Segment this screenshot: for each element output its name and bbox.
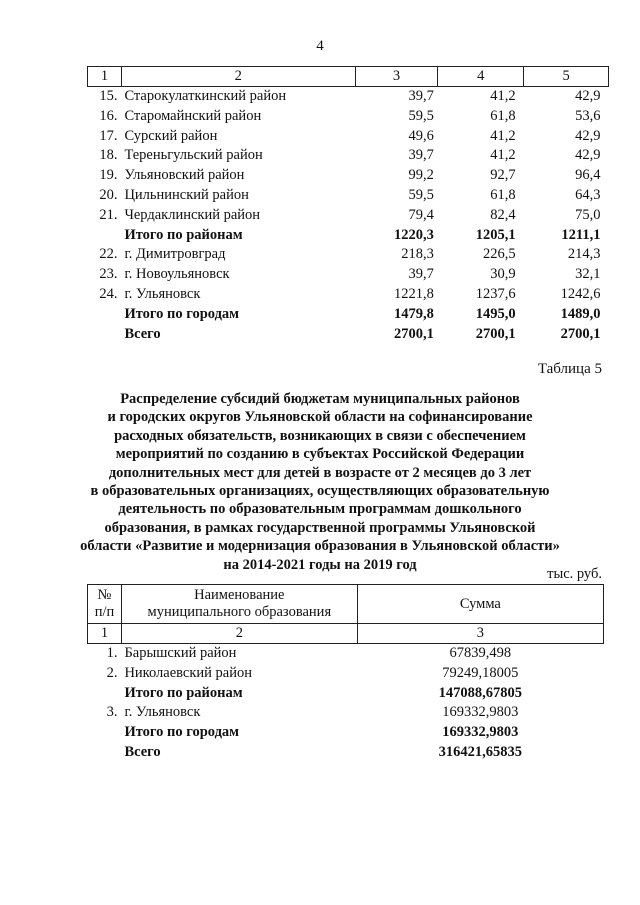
row-number (88, 723, 122, 743)
table-total-row (88, 305, 609, 325)
value-col5: 32,1 (575, 266, 601, 283)
column-number: 5 (524, 67, 609, 87)
header-name-line: муниципального образования (147, 604, 332, 620)
title-line: области «Развитие и модернизация образования в Ульяновской области» (80, 538, 560, 555)
row-name: Старокулаткинский район (124, 88, 287, 104)
value-col3: 2700,1 (394, 325, 434, 342)
value-col5: 75,0 (575, 206, 601, 223)
value-col4: 1495,0 (475, 305, 516, 322)
value-col5: 53,6 (575, 107, 601, 124)
value-col3: 1221,8 (394, 285, 434, 302)
header-number-line: п/п (94, 604, 115, 620)
value-col3: 59,5 (408, 107, 434, 124)
value-col4: 41,2 (490, 127, 516, 144)
row-number (88, 325, 122, 345)
row-name: Итого по районам (124, 226, 243, 243)
table-total-row (88, 325, 609, 345)
table-5 (87, 584, 604, 763)
value-col3: 79,4 (408, 206, 434, 223)
value-col5: 64,3 (575, 186, 601, 203)
title-line: образования, в рамках государственной программы Ульяновской (104, 519, 536, 536)
row-number: 20. (99, 186, 118, 203)
table-header-row (88, 585, 604, 624)
value-col4: 82,4 (490, 206, 516, 223)
value-col3: 218,3 (401, 246, 434, 263)
row-name: Сурский район (124, 127, 218, 144)
table-5-label: Таблица 5 (537, 361, 602, 377)
value-col4: 2700,1 (475, 325, 516, 342)
row-name: Итого по городам (124, 305, 240, 322)
row-name: г. Ульяновск (124, 285, 201, 302)
row-name: Всего (124, 325, 161, 342)
value-col3: 1479,8 (394, 305, 434, 322)
units-label: тыс. руб. (547, 566, 602, 582)
row-number (88, 743, 122, 763)
row-name: Ульяновский район (124, 167, 245, 184)
value-col5: 42,9 (575, 88, 601, 104)
value-col4: 1205,1 (475, 226, 516, 243)
column-number: 2 (121, 67, 355, 87)
value-col4: 1237,6 (475, 285, 516, 302)
value-col5: 214,3 (567, 246, 601, 263)
value-col4: 41,2 (490, 147, 516, 164)
table-row (88, 285, 609, 305)
table-total-row (88, 226, 609, 246)
row-number: 15. (99, 88, 118, 104)
sum-value: 67839,498 (449, 645, 512, 661)
table-row (88, 146, 609, 166)
value-col5: 1211,1 (561, 226, 601, 243)
table-subheader-row (88, 624, 604, 644)
table-row (88, 644, 604, 664)
value-col3: 59,5 (408, 186, 434, 203)
header-number-line: № (97, 587, 112, 603)
sum-value: 169332,9803 (442, 704, 519, 721)
row-number: 24. (99, 285, 118, 302)
row-name: Всего (124, 743, 161, 760)
table-row (88, 127, 609, 147)
column-number: 1 (88, 624, 122, 644)
value-col5: 42,9 (575, 127, 601, 144)
table-total-row (88, 723, 604, 743)
row-number: 2. (106, 664, 118, 681)
header-name-cell (121, 585, 357, 624)
value-col3: 1220,3 (394, 226, 434, 243)
row-name: Итого по городам (124, 724, 240, 741)
table-total-row (88, 743, 604, 763)
table-header-row (88, 67, 609, 87)
value-col4: 226,5 (483, 246, 516, 263)
title-line: на 2014-2021 годы на 2019 год (223, 556, 417, 573)
row-number: 23. (99, 266, 118, 283)
sum-value: 147088,67805 (438, 684, 523, 701)
value-col5: 2700,1 (560, 325, 601, 342)
table-row (88, 87, 609, 107)
row-number: 1. (106, 645, 118, 661)
table-row (88, 664, 604, 684)
row-number: 19. (99, 167, 118, 184)
row-name: Старомайнский район (124, 107, 262, 124)
row-name: Цильнинский район (124, 186, 249, 203)
row-number: 17. (99, 127, 118, 144)
table-total-row (88, 684, 604, 704)
value-col3: 49,6 (408, 127, 434, 144)
table-row (88, 166, 609, 186)
row-number: 22. (99, 246, 118, 263)
value-col3: 39,7 (408, 147, 434, 164)
value-col4: 92,7 (490, 167, 516, 184)
table-row (88, 107, 609, 127)
sum-value: 79249,18005 (442, 664, 519, 681)
column-number: 2 (121, 624, 357, 644)
column-number: 3 (355, 67, 438, 87)
value-col3: 99,2 (408, 167, 434, 184)
sum-value: 169332,9803 (442, 724, 519, 741)
row-name: Николаевский район (124, 664, 252, 681)
table-row (88, 265, 609, 285)
title-line: деятельность по образовательным программам дошкольного (118, 501, 522, 518)
title-line: Распределение субсидий бюджетам муниципальных районов (120, 391, 520, 407)
value-col5: 1489,0 (560, 305, 601, 322)
title-line: дополнительных мест для детей в возрасте от 2 месяцев до 3 лет (108, 464, 532, 481)
row-number: 21. (99, 206, 118, 223)
row-name: г. Новоульяновск (124, 266, 230, 283)
row-name: Тереньгульский район (124, 147, 263, 164)
column-number: 4 (438, 67, 524, 87)
row-number: 16. (99, 107, 118, 124)
value-col4: 61,8 (490, 107, 516, 124)
column-number: 1 (88, 67, 122, 87)
table-5-title (0, 390, 640, 574)
header-number-cell (88, 585, 122, 624)
row-number (88, 684, 122, 704)
row-number: 3. (106, 704, 118, 721)
table-4-continuation (87, 66, 609, 344)
row-number (88, 226, 122, 246)
header-sum-cell: Сумма (357, 585, 603, 624)
value-col4: 30,9 (490, 266, 516, 283)
column-number: 3 (357, 624, 603, 644)
value-col4: 61,8 (490, 186, 516, 203)
title-line: расходных обязательств, возникающих в связи с обеспечением (114, 427, 526, 444)
value-col5: 42,9 (575, 147, 601, 164)
header-name-line: Наименование (194, 587, 285, 603)
table-row (88, 206, 609, 226)
sum-value: 316421,65835 (438, 743, 523, 760)
row-number (88, 305, 122, 325)
title-line: и городских округов Ульяновской области на софинансирование (107, 409, 533, 426)
value-col5: 96,4 (575, 167, 601, 184)
title-line: в образовательных организациях, осуществляющих образовательную (90, 483, 550, 500)
row-name: г. Ульяновск (124, 704, 201, 721)
value-col3: 39,7 (408, 266, 434, 283)
value-col3: 39,7 (408, 88, 434, 104)
row-name: Барышский район (124, 645, 237, 661)
table-row (88, 703, 604, 723)
title-line: мероприятий по созданию в субъектах Российской Федерации (115, 446, 525, 463)
table-row (88, 245, 609, 265)
value-col5: 1242,6 (560, 285, 601, 302)
row-name: Чердаклинский район (124, 206, 261, 223)
value-col4: 41,2 (490, 88, 516, 104)
row-name: Итого по районам (124, 684, 243, 701)
row-number: 18. (99, 147, 118, 164)
page-number: 4 (316, 38, 324, 54)
table-row (88, 186, 609, 206)
row-name: г. Димитровград (124, 246, 226, 263)
